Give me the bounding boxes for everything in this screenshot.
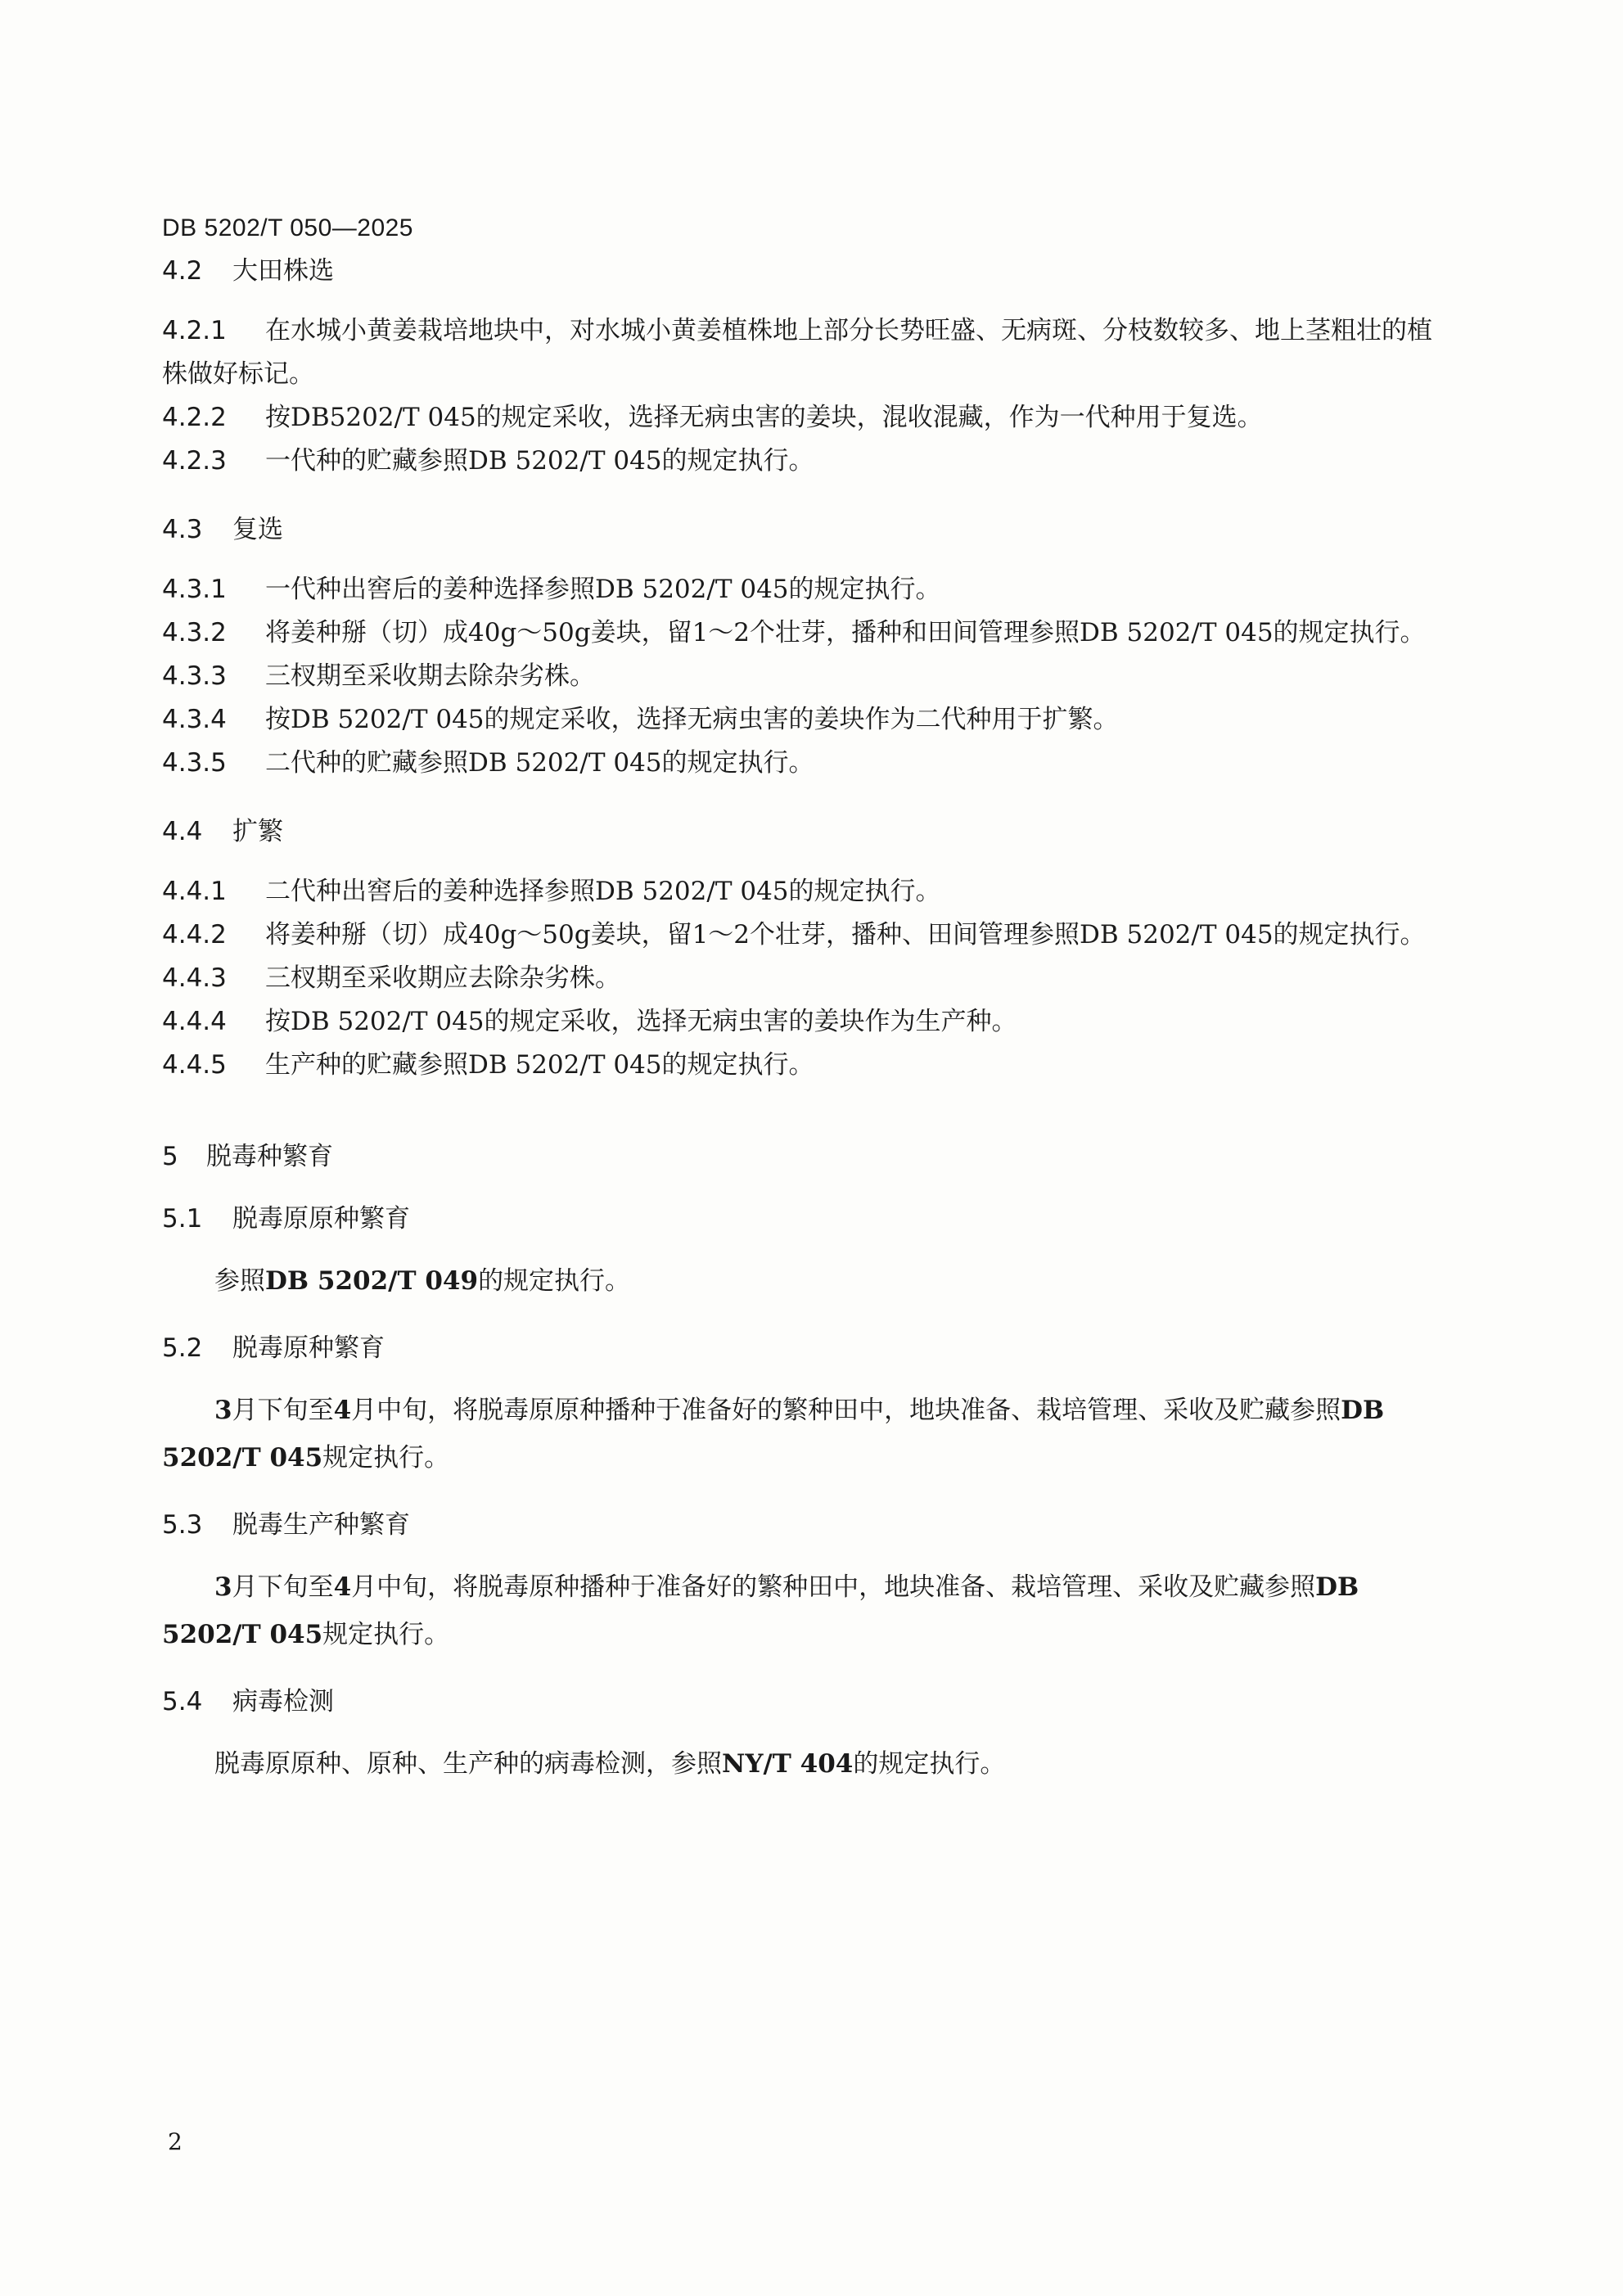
clause-number: 4.3.3 (162, 661, 227, 691)
clause-4-4-4 (162, 1000, 1455, 1044)
clause-4-4-3 (162, 957, 1455, 1000)
clause-number: 4.3.2 (162, 618, 227, 647)
clause-4-3-1 (162, 568, 1455, 611)
section-4-3-heading (162, 512, 1455, 547)
clause-text: 按DB5202/T 045的规定采收，选择无病虫害的姜块，混收混藏，作为一代种用于复选。 (265, 403, 1263, 432)
section-title: 脱毒原原种繁育 (232, 1204, 410, 1234)
section-5-2-paragraph (162, 1387, 1455, 1482)
paragraph-text: 的规定执行。 (853, 1749, 1006, 1779)
clause-number: 4.2.1 (162, 316, 227, 345)
paragraph-text: 月中旬，将脱毒原种播种于准备好的繁种田中，地块准备、栽培管理、采收及贮藏参照 (351, 1572, 1316, 1602)
standard-reference: NY/T 404 (722, 1749, 854, 1779)
month-number: 4 (333, 1572, 352, 1602)
section-title: 复选 (232, 515, 283, 544)
document-code: DB 5202/T 050—2025 (162, 214, 413, 241)
paragraph-text: 规定执行。 (322, 1620, 450, 1649)
section-title: 扩繁 (232, 817, 283, 846)
clause-text: 按DB 5202/T 045的规定采收，选择无病虫害的姜块作为生产种。 (265, 1007, 1017, 1036)
clause-text: 三杈期至采收期应去除杂劣株。 (265, 963, 620, 993)
chapter-title: 脱毒种繁育 (206, 1142, 333, 1171)
clause-number: 4.4.1 (162, 877, 227, 906)
month-number: 4 (333, 1396, 352, 1425)
section-4-4-heading (162, 814, 1455, 849)
document-body (162, 254, 1455, 1788)
section-number: 5.4 (162, 1687, 203, 1716)
paragraph-text: 的规定执行。 (478, 1266, 631, 1296)
month-number: 3 (214, 1572, 232, 1602)
standard-reference: DB 5202/T 045 (162, 1396, 1385, 1473)
page-number: 2 (168, 2128, 183, 2155)
clause-text: 一代种出窖后的姜种选择参照DB 5202/T 045的规定执行。 (265, 575, 941, 604)
section-number: 5.2 (162, 1333, 203, 1363)
section-5-3-paragraph (162, 1563, 1455, 1658)
clause-text: 生产种的贮藏参照DB 5202/T 045的规定执行。 (265, 1050, 814, 1080)
standard-reference: DB 5202/T 049 (265, 1266, 479, 1296)
clause-text: 一代种的贮藏参照DB 5202/T 045的规定执行。 (265, 446, 814, 476)
clause-number: 4.4.5 (162, 1050, 227, 1080)
clause-4-4-1 (162, 870, 1455, 913)
paragraph-text: 参照 (214, 1266, 265, 1296)
clause-text: 将姜种掰（切）成40g～50g姜块，留1～2个壮芽，播种和田间管理参照DB 5202/T 045的规定执行。 (265, 618, 1426, 647)
clause-number: 4.4.2 (162, 920, 227, 950)
section-5-1-paragraph (162, 1257, 1455, 1305)
paragraph-text: 规定执行。 (322, 1443, 450, 1473)
clause-4-3-5 (162, 742, 1455, 785)
section-4-2-heading (162, 254, 1455, 288)
clause-number: 4.4.4 (162, 1007, 227, 1036)
section-5-3-heading (162, 1508, 1455, 1542)
section-number: 4.3 (162, 515, 203, 544)
clause-4-4-2 (162, 913, 1455, 957)
clause-4-2-3 (162, 440, 1455, 483)
clause-number: 4.2.2 (162, 403, 227, 432)
section-title: 脱毒原种繁育 (232, 1333, 385, 1363)
clause-4-2-2 (162, 396, 1455, 440)
clause-number: 4.2.3 (162, 446, 227, 476)
clause-number: 4.3.5 (162, 748, 227, 778)
clause-4-3-2 (162, 611, 1455, 655)
section-title: 脱毒生产种繁育 (232, 1510, 410, 1540)
clause-text: 在水城小黄姜栽培地块中，对水城小黄姜植株地上部分长势旺盛、无病斑、分枝数较多、地上茎粗壮的植株做好标记。 (162, 316, 1432, 389)
paragraph-text: 月下旬至 (232, 1396, 334, 1425)
month-number: 3 (214, 1396, 232, 1425)
clause-text: 将姜种掰（切）成40g～50g姜块，留1～2个壮芽，播种、田间管理参照DB 5202/T 045的规定执行。 (265, 920, 1426, 950)
section-number: 4.4 (162, 817, 203, 846)
paragraph-text: 月中旬，将脱毒原原种播种于准备好的繁种田中，地块准备、栽培管理、采收及贮藏参照 (351, 1396, 1341, 1425)
chapter-5-heading (162, 1139, 1455, 1174)
section-title: 大田株选 (232, 256, 334, 286)
clause-number: 4.3.1 (162, 575, 227, 604)
section-5-2-heading (162, 1331, 1455, 1365)
paragraph-text: 脱毒原原种、原种、生产种的病毒检测，参照 (214, 1749, 722, 1779)
clause-4-3-4 (162, 698, 1455, 742)
clause-4-2-1 (162, 309, 1455, 396)
clause-text: 按DB 5202/T 045的规定采收，选择无病虫害的姜块作为二代种用于扩繁。 (265, 705, 1119, 734)
standard-reference: DB 5202/T 045 (162, 1572, 1359, 1649)
clause-text: 二代种出窖后的姜种选择参照DB 5202/T 045的规定执行。 (265, 877, 941, 906)
chapter-number: 5 (162, 1142, 178, 1171)
section-5-1-heading (162, 1202, 1455, 1236)
section-number: 5.1 (162, 1204, 203, 1234)
paragraph-text: 月下旬至 (232, 1572, 334, 1602)
section-number: 5.3 (162, 1510, 203, 1540)
clause-text: 三杈期至采收期去除杂劣株。 (265, 661, 595, 691)
clause-4-4-5 (162, 1044, 1455, 1087)
clause-4-3-3 (162, 655, 1455, 698)
section-5-4-heading (162, 1685, 1455, 1719)
clause-text: 二代种的贮藏参照DB 5202/T 045的规定执行。 (265, 748, 814, 778)
clause-number: 4.4.3 (162, 963, 227, 993)
section-number: 4.2 (162, 256, 203, 286)
section-title: 病毒检测 (232, 1687, 334, 1716)
clause-number: 4.3.4 (162, 705, 227, 734)
section-5-4-paragraph (162, 1740, 1455, 1788)
